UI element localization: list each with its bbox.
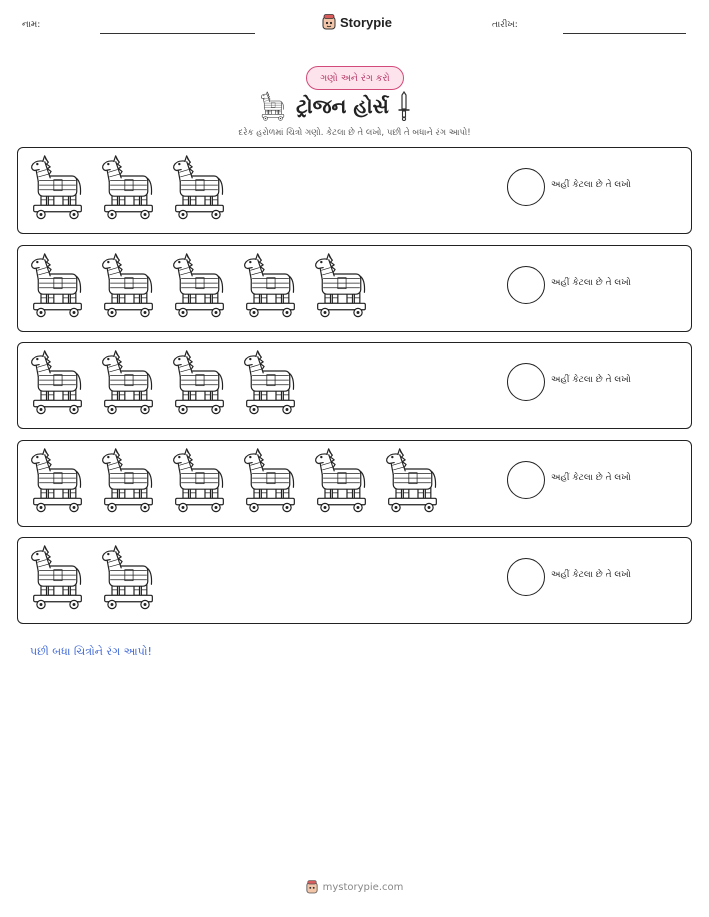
trojan-horse-icon[interactable] [172,447,227,513]
answer-label: અહીં કેટલા છે તે લખો [551,278,631,288]
horse-group [30,349,298,415]
trojan-horse-icon[interactable] [101,544,156,610]
trojan-horse-icon[interactable] [385,447,440,513]
trojan-horse-icon[interactable] [101,252,156,318]
trojan-horse-icon[interactable] [172,252,227,318]
trojan-horse-icon[interactable] [243,349,298,415]
horse-group [30,544,156,610]
date-label: તારીખ: [492,20,518,30]
trojan-horse-icon[interactable] [30,252,85,318]
trojan-horse-icon[interactable] [172,349,227,415]
count-and-color-badge: ગણો અને રંગ કરો [306,66,404,90]
counting-row-2 [17,245,692,332]
trojan-horse-icon[interactable] [172,154,227,220]
brand-name: Storypie [340,14,393,30]
trojan-horse-icon[interactable] [314,252,369,318]
worksheet-title [258,90,411,122]
date-line[interactable] [563,33,686,34]
counting-row-1 [17,147,692,234]
answer-label: અહીં કેટલા છે તે લખો [551,473,631,483]
page-title: ટ્રોજન હોર્સ [296,94,389,118]
counting-row-4 [17,440,692,527]
counting-row-3 [17,342,692,429]
storypie-logo-icon [322,14,336,30]
storypie-logo-icon [306,880,318,894]
answer-label: અહીં કેટલા છે તે લખો [551,180,631,190]
site-footer [0,880,709,894]
trojan-horse-icon[interactable] [101,349,156,415]
counting-row-5 [17,537,692,624]
horse-group [30,252,369,318]
brand-logo [322,14,392,30]
answer-circle[interactable] [507,558,545,596]
name-line[interactable] [100,33,255,34]
answer-label: અહીં કેટલા છે તે લખો [551,570,631,580]
trojan-horse-icon[interactable] [314,447,369,513]
horse-group [30,447,440,513]
answer-label: અહીં કેટલા છે તે લખો [551,375,631,385]
name-label: નામ: [22,20,41,30]
horse-group [30,154,227,220]
answer-circle[interactable] [507,168,545,206]
trojan-horse-icon [258,91,288,121]
coloring-reminder: પછી બધા ચિત્રોને રંગ આપો! [30,645,152,658]
answer-circle[interactable] [507,363,545,401]
trojan-horse-icon[interactable] [30,349,85,415]
sword-icon [397,91,411,121]
trojan-horse-icon[interactable] [30,544,85,610]
trojan-horse-icon[interactable] [101,447,156,513]
trojan-horse-icon[interactable] [30,447,85,513]
trojan-horse-icon[interactable] [30,154,85,220]
trojan-horse-icon[interactable] [101,154,156,220]
trojan-horse-icon[interactable] [243,252,298,318]
answer-circle[interactable] [507,266,545,304]
site-url[interactable]: mystorypie.com [322,881,404,893]
answer-circle[interactable] [507,461,545,499]
trojan-horse-icon[interactable] [243,447,298,513]
instructions: દરેક હરોળમાં ચિત્રો ગણો. કેટલા છે તે લખો, પછી તે બધાને રંગ આપો! [238,128,471,138]
